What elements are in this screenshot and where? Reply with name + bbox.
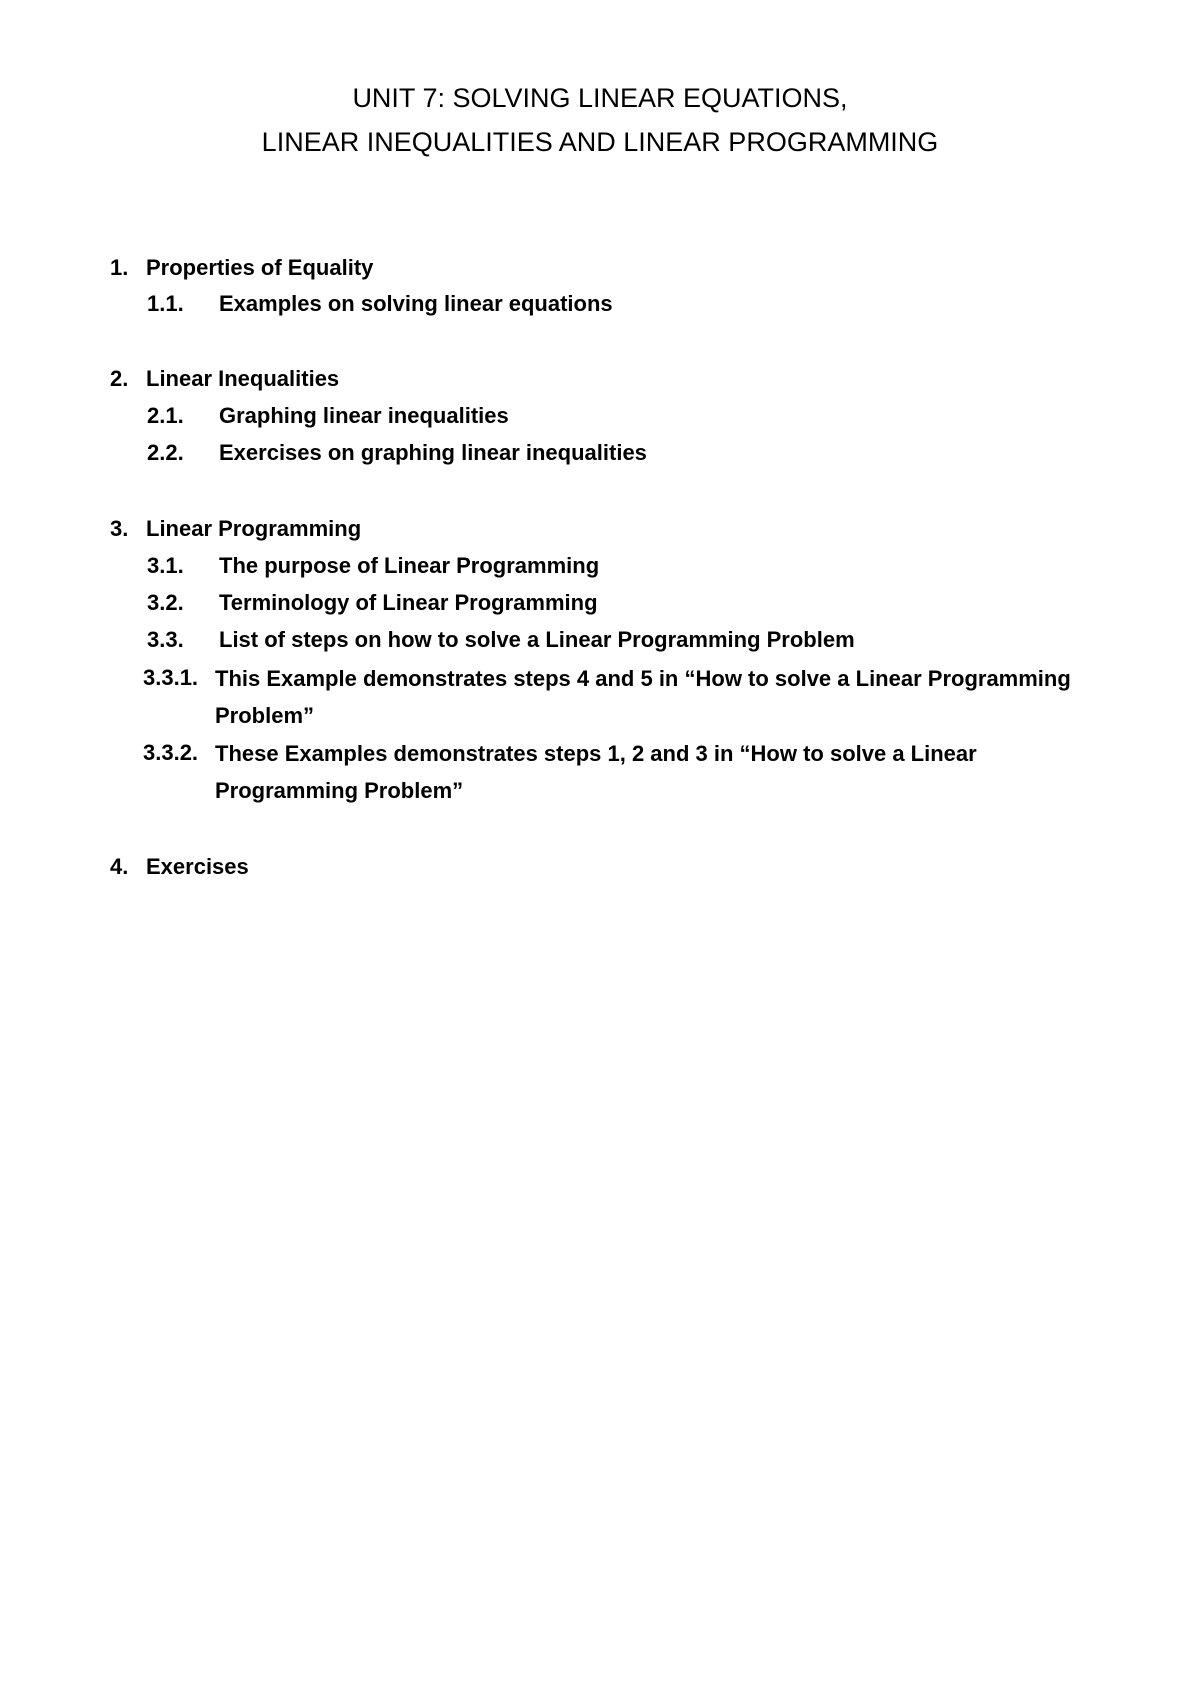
toc-text: These Examples demonstrates steps 1, 2 and 3 in “How to solve a Linear Programming Problem” [215,741,977,803]
page-title [0,76,1200,164]
toc-number: 4. [110,854,129,879]
toc-number: 2.2. [147,440,184,465]
toc-number: 3.3. [147,627,184,652]
toc-number: 3. [110,516,129,541]
toc-text: This Example demonstrates steps 4 and 5 in “How to solve a Linear Programming Problem” [215,666,1071,728]
toc-text: Terminology of Linear Programming [219,590,598,615]
toc-text: Properties of Equality [146,255,374,280]
toc-text: Exercises [146,854,249,879]
toc-number: 1. [110,255,129,280]
title-line-2: LINEAR INEQUALITIES AND LINEAR PROGRAMMING [261,127,939,157]
title-line-1: UNIT 7: SOLVING LINEAR EQUATIONS, [352,83,848,113]
toc-number: 2.1. [147,403,184,428]
toc-text: Linear Inequalities [146,366,340,391]
toc-number: 3.3.2. [143,740,199,765]
toc-number: 2. [110,366,129,391]
toc-number: 3.3.1. [143,665,199,690]
toc-text: Examples on solving linear equations [219,291,613,316]
toc-text: The purpose of Linear Programming [219,553,600,578]
toc-number: 1.1. [147,291,184,316]
toc-number: 3.2. [147,590,184,615]
toc-text: Exercises on graphing linear inequalities [219,440,647,465]
toc-text: Linear Programming [146,516,362,541]
toc-text: List of steps on how to solve a Linear Programming Problem [219,627,855,652]
toc-number: 3.1. [147,553,184,578]
toc-text: Graphing linear inequalities [219,403,509,428]
